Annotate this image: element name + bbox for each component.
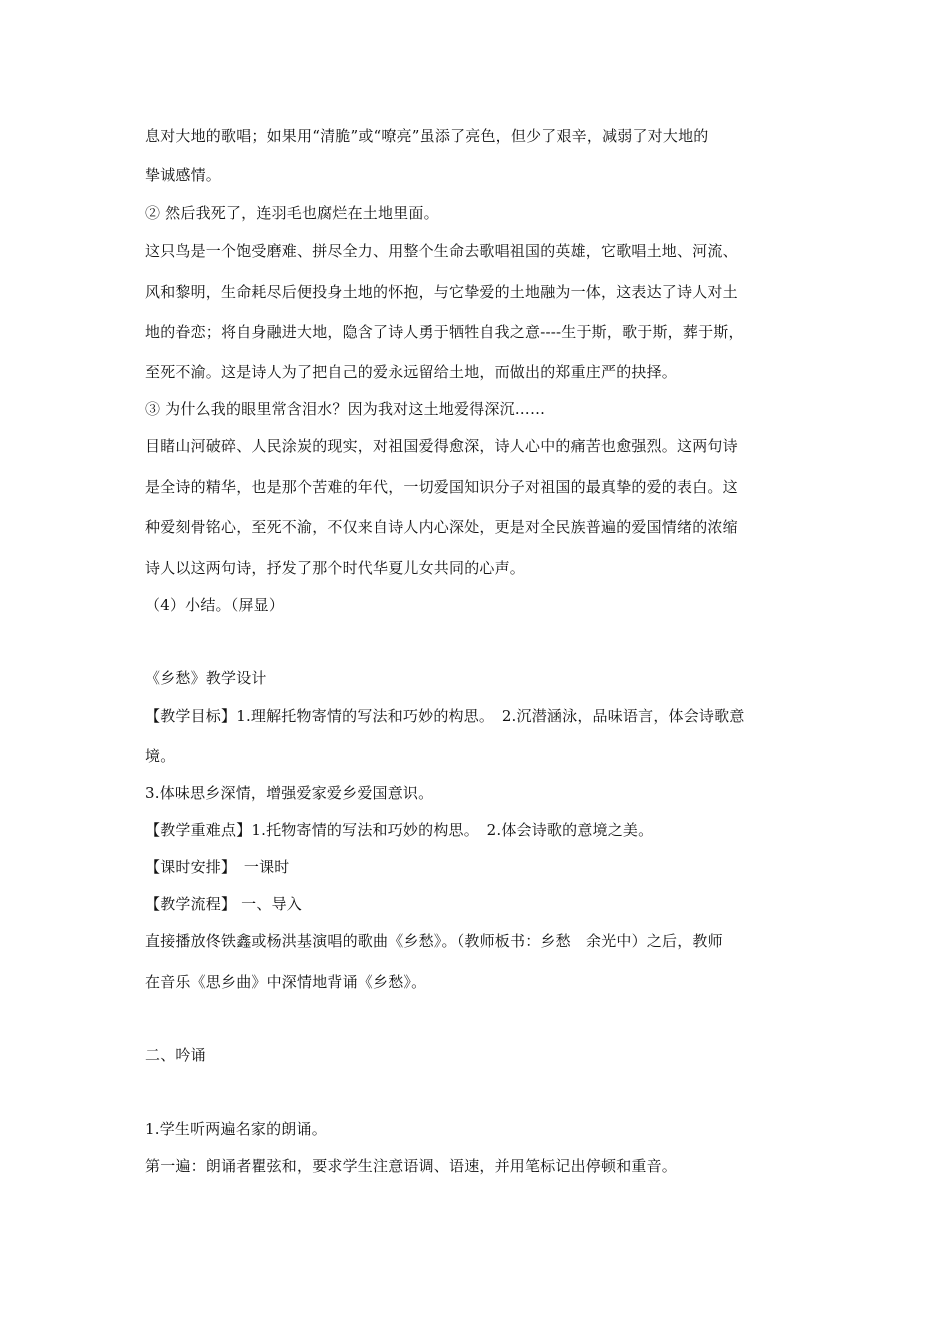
paragraph-line: 种爱刻骨铭心，至死不渝，不仅来自诗人内心深处，更是对全民族普遍的爱国情绪的浓缩 <box>145 518 738 536</box>
paragraph-line: 1.学生听两遍名家的朗诵。 <box>145 1120 327 1138</box>
paragraph-line: 地的眷恋；将自身融进大地，隐含了诗人勇于牺牲自我之意----生于斯，歌于斯，葬于斯， <box>145 323 744 341</box>
paragraph-line: 息对大地的歌唱；如果用“清脆”或“嘹亮”虽添了亮色，但少了艰辛，减弱了对大地的 <box>145 127 709 145</box>
section-heading: 二、吟诵 <box>145 1046 206 1064</box>
paragraph-line: 直接播放佟铁鑫或杨洪基演唱的歌曲《乡愁》。（教师板书：乡愁 余光中）之后，教师 <box>145 932 723 950</box>
paragraph-line: 风和黎明，生命耗尽后便投身土地的怀抱，与它挚爱的土地融为一体，这表达了诗人对土 <box>145 283 738 301</box>
paragraph-line: 境。 <box>145 747 176 765</box>
paragraph-line: 挚诚感情。 <box>145 166 222 184</box>
paragraph-line: 【课时安排】 一课时 <box>145 858 290 876</box>
paragraph-line: 是全诗的精华，也是那个苦难的年代，一切爱国知识分子对祖国的最真挚的爱的表白。这 <box>145 478 738 496</box>
paragraph-line: 【教学重难点】1.托物寄情的写法和巧妙的构思。 2.体会诗歌的意境之美。 <box>145 821 654 839</box>
paragraph-line: 诗人以这两句诗，抒发了那个时代华夏儿女共同的心声。 <box>145 559 526 577</box>
paragraph-line: 【教学流程】 一、导入 <box>145 895 302 913</box>
paragraph-line: ③ 为什么我的眼里常含泪水？因为我对这土地爱得深沉…… <box>145 400 546 418</box>
paragraph-line: 3.体味思乡深情，增强爱家爱乡爱国意识。 <box>145 784 434 802</box>
paragraph-line: 目睹山河破碎、人民涂炭的现实，对祖国爱得愈深，诗人心中的痛苦也愈强烈。这两句诗 <box>145 437 738 455</box>
paragraph-line: 在音乐《思乡曲》中深情地背诵《乡愁》。 <box>145 973 427 991</box>
paragraph-line: （4）小结。（屏显） <box>145 596 285 614</box>
paragraph-line: 这只鸟是一个饱受磨难、拼尽全力、用整个生命去歌唱祖国的英雄，它歌唱土地、河流、 <box>145 242 738 260</box>
section-title: 《乡愁》教学设计 <box>145 669 267 687</box>
paragraph-line: ② 然后我死了，连羽毛也腐烂在土地里面。 <box>145 204 439 222</box>
paragraph-line: 第一遍：朗诵者瞿弦和，要求学生注意语调、语速，并用笔标记出停顿和重音。 <box>145 1157 678 1175</box>
paragraph-line: 至死不渝。这是诗人为了把自己的爱永远留给土地，而做出的郑重庄严的抉择。 <box>145 363 678 381</box>
paragraph-line: 【教学目标】1.理解托物寄情的写法和巧妙的构思。 2.沉潜涵泳，品味语言，体会诗歌意 <box>145 707 745 725</box>
